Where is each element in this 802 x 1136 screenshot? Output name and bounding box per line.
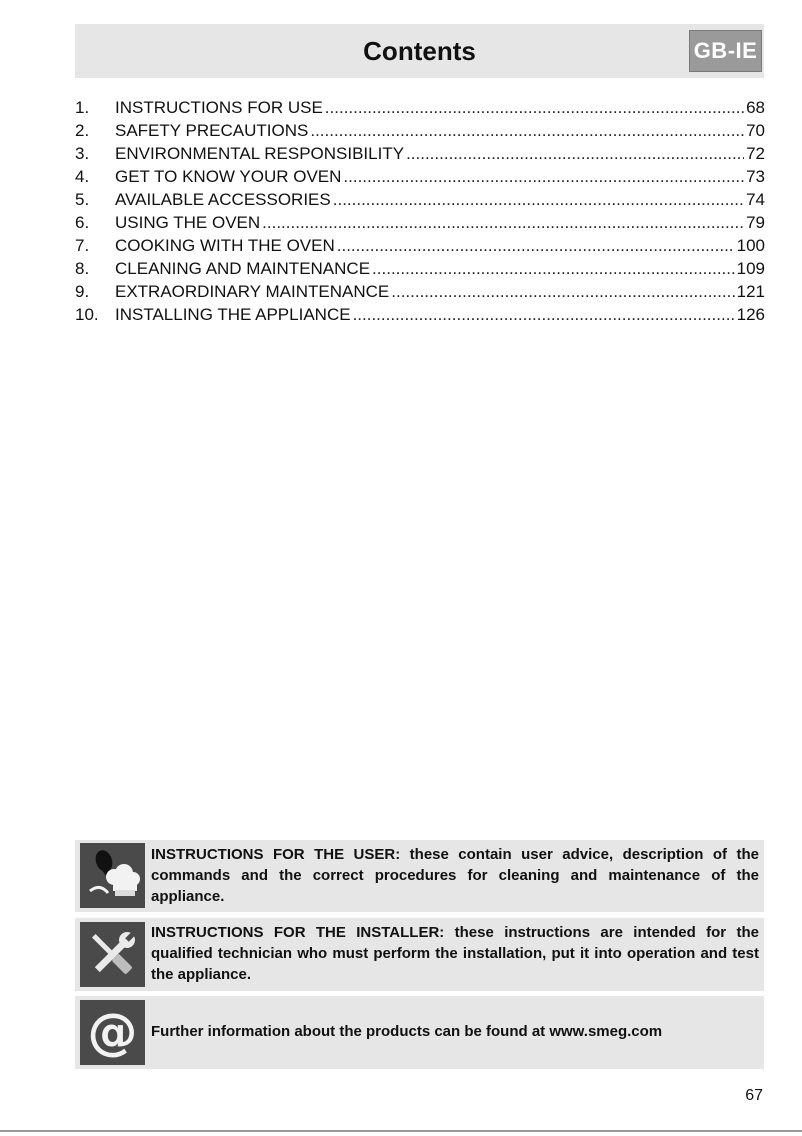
- toc-entry[interactable]: [75, 96, 765, 119]
- chef-hat-spoon-icon: [80, 843, 145, 908]
- toc-number: 5.: [75, 190, 90, 209]
- table-of-contents: [75, 96, 765, 326]
- toc-page-number: 74: [746, 190, 765, 209]
- toc-leader-dots: [333, 188, 744, 211]
- toc-entry[interactable]: [75, 303, 765, 326]
- contents-header: [75, 24, 764, 78]
- toc-number: 8.: [75, 259, 90, 278]
- website-info-text: Further information about the products can be found at www.smeg.com: [151, 1023, 663, 1040]
- toc-entry[interactable]: [75, 280, 765, 303]
- toc-page-number: 100: [736, 236, 765, 255]
- toc-number: 6.: [75, 213, 90, 232]
- toc-title: CLEANING AND MAINTENANCE: [115, 259, 371, 278]
- toc-page-number: 68: [746, 98, 765, 117]
- toc-number: 2.: [75, 121, 90, 140]
- at-sign-icon: [80, 1000, 145, 1065]
- toc-leader-dots: [343, 165, 744, 188]
- toc-leader-dots: [325, 96, 744, 119]
- installer-instructions-text: INSTRUCTIONS FOR THE INSTALLER: these instructions are intended for the qualified technician who must perform the installation, put it into operation and test the appliance.: [151, 924, 759, 983]
- toc-leader-dots: [262, 211, 744, 234]
- toc-number: 9.: [75, 282, 90, 301]
- language-badge: GB-IE: [689, 30, 762, 72]
- toc-page-number: 109: [736, 259, 765, 278]
- toc-entry[interactable]: [75, 142, 765, 165]
- toc-leader-dots: [310, 119, 744, 142]
- user-instructions-text: INSTRUCTIONS FOR THE USER: these contain user advice, description of the commands and the correct procedures for cleaning and maintenance of the appliance.: [151, 846, 759, 905]
- toc-title: GET TO KNOW YOUR OVEN: [115, 167, 342, 186]
- toc-number: 10.: [75, 305, 99, 324]
- toc-page-number: 79: [746, 213, 765, 232]
- toc-entry[interactable]: [75, 211, 765, 234]
- bottom-divider: [0, 1130, 802, 1132]
- website-info-note: [75, 996, 764, 1069]
- toc-title: INSTALLING THE APPLIANCE: [115, 305, 351, 324]
- toc-entry[interactable]: [75, 119, 765, 142]
- toc-leader-dots: [372, 257, 735, 280]
- toc-title: ENVIRONMENTAL RESPONSIBILITY: [115, 144, 405, 163]
- toc-title: INSTRUCTIONS FOR USE: [115, 98, 323, 117]
- toc-title: EXTRAORDINARY MAINTENANCE: [115, 282, 390, 301]
- toc-page-number: 72: [746, 144, 765, 163]
- toc-entry[interactable]: [75, 188, 765, 211]
- toc-page-number: 121: [736, 282, 765, 301]
- user-instructions-note: [75, 840, 764, 912]
- toc-page-number: 73: [746, 167, 765, 186]
- toc-title: SAFETY PRECAUTIONS: [115, 121, 309, 140]
- page-number: 67: [745, 1087, 763, 1104]
- toc-title: AVAILABLE ACCESSORIES: [115, 190, 331, 209]
- toc-entry[interactable]: [75, 234, 765, 257]
- toc-entry[interactable]: [75, 165, 765, 188]
- toc-number: 1.: [75, 98, 90, 117]
- toc-leader-dots: [337, 234, 735, 257]
- toc-number: 3.: [75, 144, 90, 163]
- toc-number: 7.: [75, 236, 90, 255]
- svg-text:@: @: [87, 1003, 138, 1061]
- toc-entry[interactable]: [75, 257, 765, 280]
- toc-leader-dots: [391, 280, 734, 303]
- toc-number: 4.: [75, 167, 90, 186]
- toc-page-number: 70: [746, 121, 765, 140]
- toc-title: USING THE OVEN: [115, 213, 261, 232]
- toc-leader-dots: [353, 303, 735, 326]
- toc-page-number: 126: [736, 305, 765, 324]
- page-title: Contents: [363, 36, 476, 66]
- wrench-screwdriver-icon: [80, 922, 145, 987]
- toc-title: COOKING WITH THE OVEN: [115, 236, 335, 255]
- installer-instructions-note: [75, 918, 764, 991]
- toc-leader-dots: [406, 142, 744, 165]
